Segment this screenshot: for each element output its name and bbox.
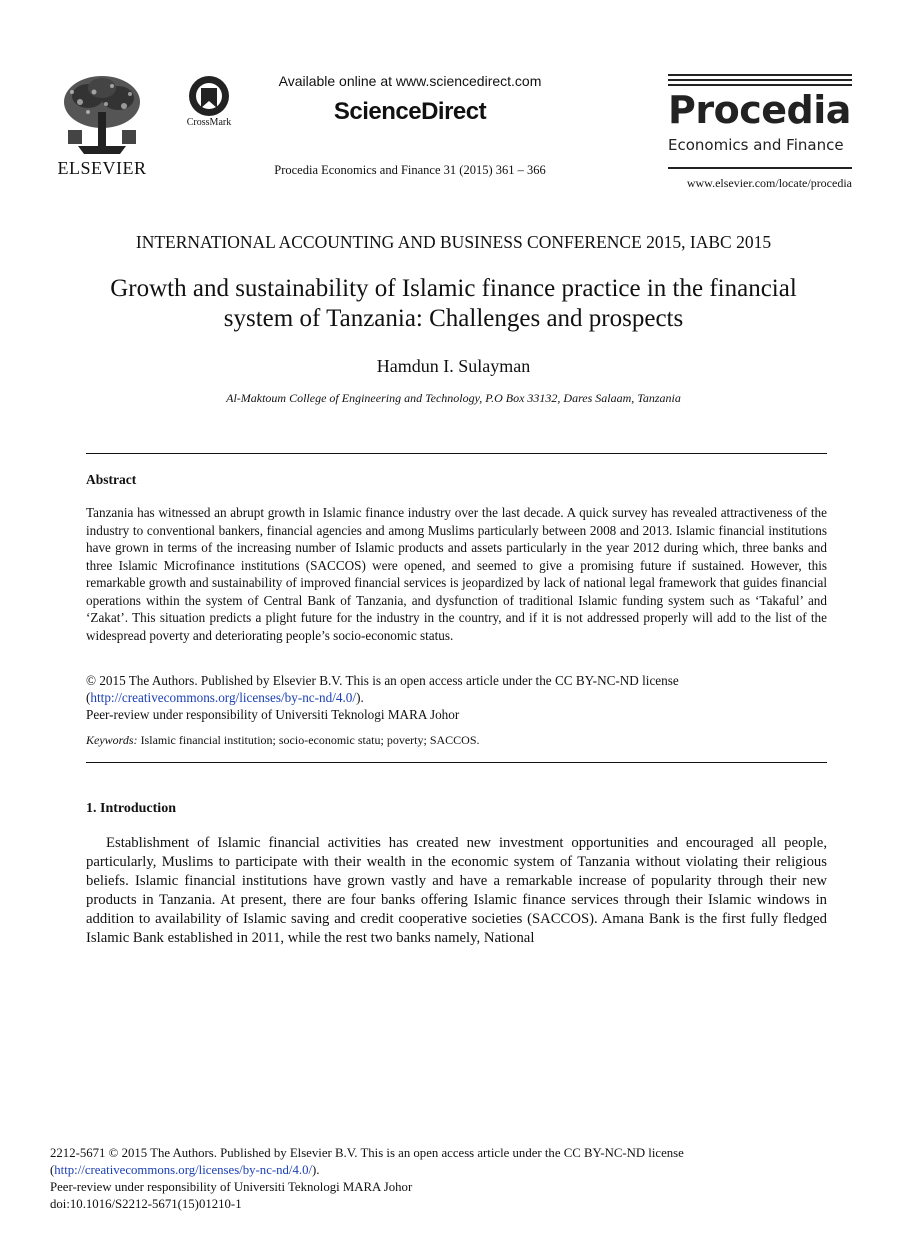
peer-review-line: Peer-review under responsibility of Universiti Teknologi MARA Johor [86, 707, 460, 722]
copyright-line: © 2015 The Authors. Published by Elsevier B.V. This is an open access article under the CC BY-NC-ND license [86, 673, 679, 688]
abstract-heading: Abstract [86, 472, 137, 487]
footer-paren-close: ). [312, 1163, 320, 1177]
keywords-label: Keywords: [86, 733, 138, 747]
footer-copyright-line: 2212-5671 © 2015 The Authors. Published by Elsevier B.V. This is an open access article under the CC BY-NC-ND license [50, 1146, 684, 1160]
paper-title [60, 274, 847, 334]
author-affiliation: Al-Maktoum College of Engineering and Technology, P.O Box 33132, Dares Salaam, Tanzania [226, 391, 681, 405]
footer-doi[interactable]: doi:10.1016/S2212-5671(15)01210-1 [50, 1197, 242, 1211]
keywords-list: Islamic financial institution; socio-economic statu; poverty; SACCOS. [137, 733, 480, 747]
paper-title-line-1: Growth and sustainability of Islamic finance practice in the financial [110, 275, 797, 302]
abstract-bottom-rule [86, 762, 827, 763]
journal-reference: Procedia Economics and Finance 31 (2015) 361 – 366 [274, 163, 546, 177]
keywords-line [86, 733, 827, 748]
abstract-text: Tanzania has witnessed an abrupt growth in Islamic finance industry over the last decade. A quick survey has revealed attractiveness of the industry to conventional bankers, financial agencies and among Muslims particularly between 2008 and 2013. Islamic financial institutions have grown in terms of the increasing number of Islamic products and assets particularly in the year 2012 during which, three banks and three Islamic Microfinance institutions (SACCOS) were opened, and seemed to give a promising future if sustained. However, this remarkable growth and sustainability of improved financial services is jeopardized by lack of national legal framework that guides financial operations within the system of Central Bank of Tanzania, and dysfunction of traditional Islamic funding system such as ‘Takaful’ and ‘Zakat’. This situation predicts a plight future for the industry in the country, and if it is not addressed properly will add to the list of the widespread poverty and deteriorating people’s socio-economic status. [86, 505, 827, 643]
introduction-text: Establishment of Islamic financial activities has created new investment opportunities and encouraged all people, particularly, Muslims to participate with their wealth in the economic system of Tanzania without violating their religious beliefs. Islamic financial institutions have grown vastly and have a remarkable increase of popularity through their new products in Tanzania. At present, there are four banks offering Islamic finance services through their Islamic windows in addition to availability of Islamic saving and credit cooperative societies (SACCOS). Amana Bank is the first fully fledged Islamic Bank established in 2011, while the rest two banks namely, National [86, 835, 827, 946]
elsevier-wordmark: ELSEVIER [57, 158, 147, 178]
footer-license-link[interactable]: http://creativecommons.org/licenses/by-nc-nd/4.0/ [54, 1163, 313, 1177]
conference-name: INTERNATIONAL ACCOUNTING AND BUSINESS CONFERENCE 2015, IABC 2015 [135, 232, 772, 252]
elsevier-tree-icon [58, 72, 146, 156]
available-online-text: Available online at www.sciencedirect.com [278, 73, 542, 89]
procedia-bottom-rule [668, 167, 852, 169]
license-paren-open: ( [86, 690, 91, 705]
paper-title-line-2: system of Tanzania: Challenges and prospects [223, 305, 684, 332]
footer-peer-review-line: Peer-review under responsibility of Universiti Teknologi MARA Johor [50, 1180, 413, 1194]
sciencedirect-logo: ScienceDirect [333, 98, 487, 125]
copyright-block [86, 672, 827, 723]
abstract-top-rule [86, 453, 827, 454]
crossmark-label: CrossMark [186, 117, 232, 128]
procedia-url-link[interactable]: www.elsevier.com/locate/procedia [686, 176, 852, 190]
license-paren-close: ). [356, 690, 364, 705]
author-name: Hamdun I. Sulayman [376, 356, 531, 376]
elsevier-logo [50, 72, 154, 184]
introduction-heading: 1. Introduction [86, 801, 176, 816]
license-link[interactable]: http://creativecommons.org/licenses/by-nc-nd/4.0/ [90, 690, 357, 705]
footer-block [50, 1145, 830, 1213]
procedia-title: Procedia [668, 88, 851, 132]
procedia-subtitle: Economics and Finance [668, 136, 844, 154]
license-line [86, 689, 827, 706]
footer-paren-open: ( [50, 1163, 55, 1177]
footer-license-line [50, 1162, 830, 1179]
